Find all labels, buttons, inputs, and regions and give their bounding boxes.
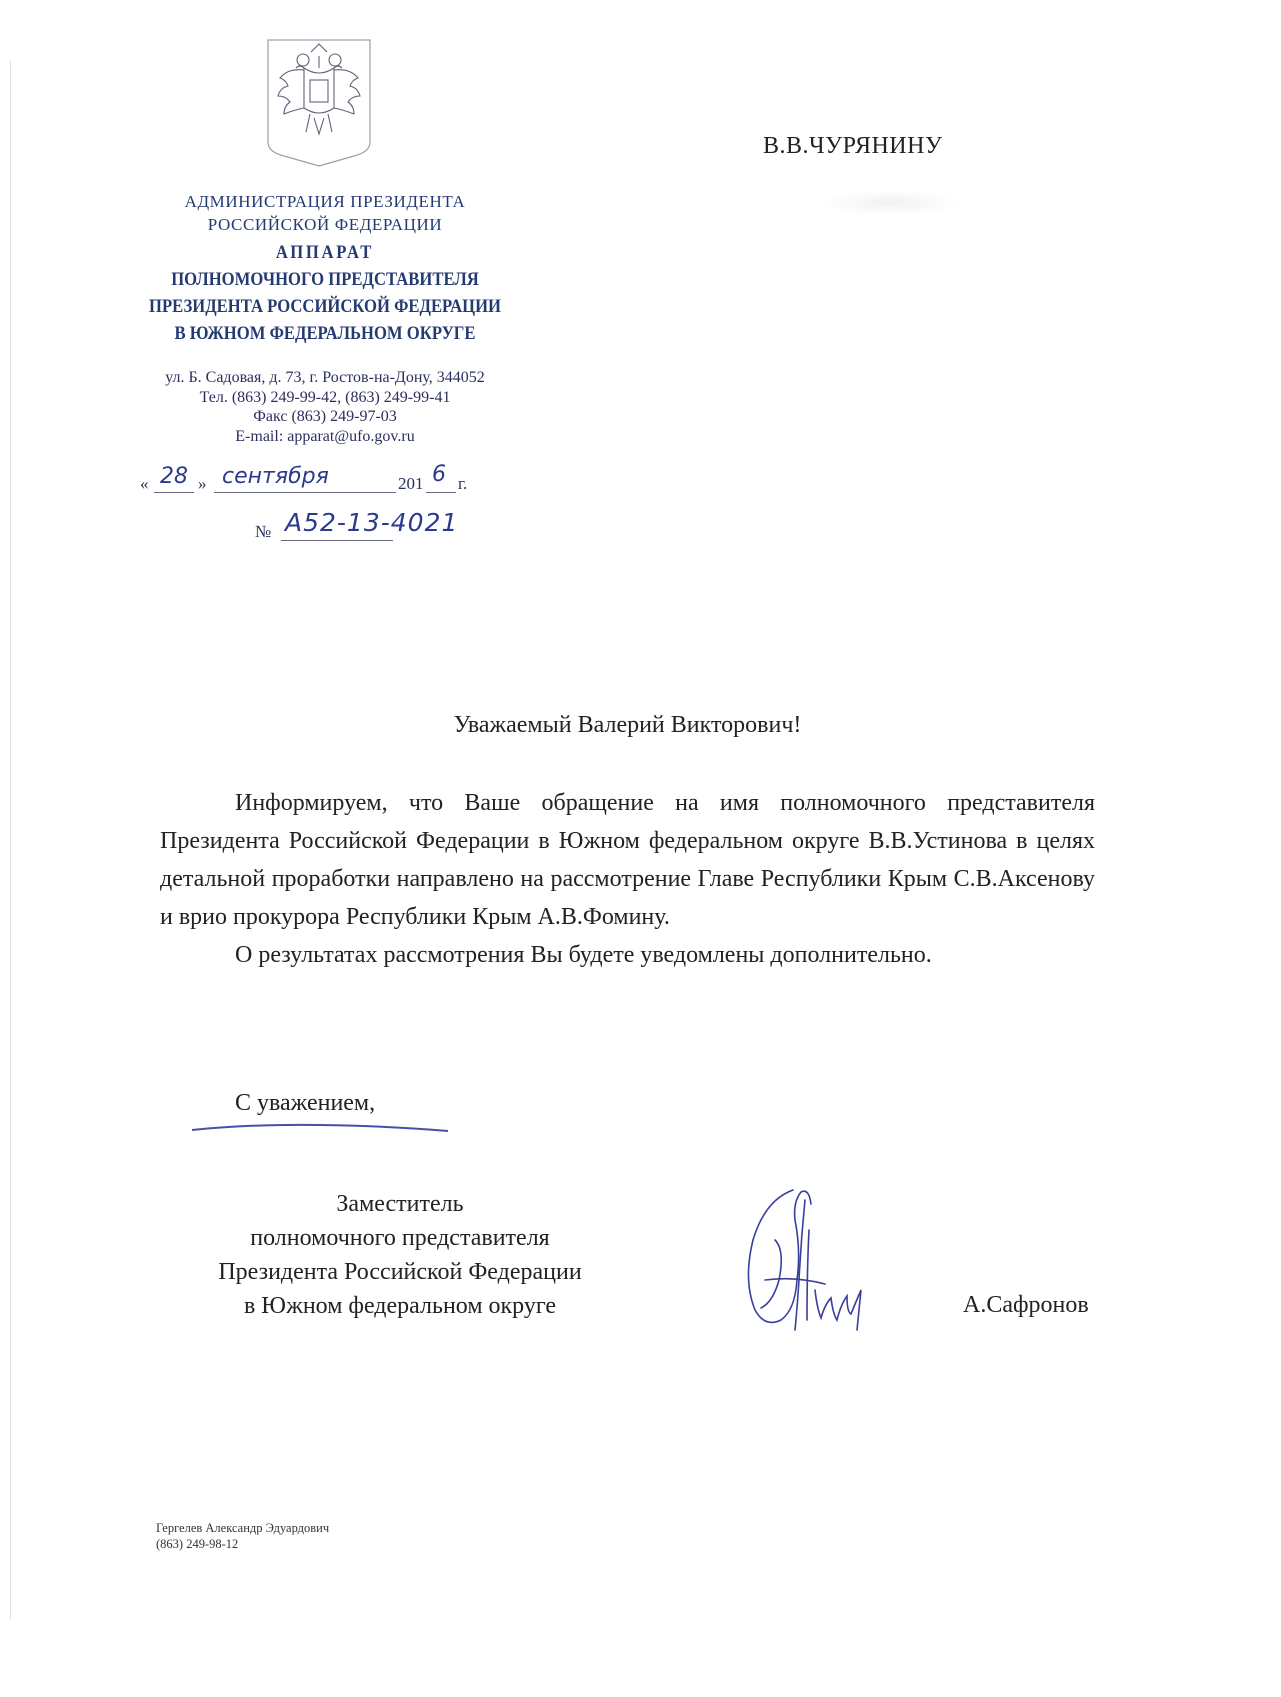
- date-year-prefix: 201: [398, 474, 424, 493]
- letterhead-email: E-mail: apparat@ufo.gov.ru: [235, 427, 415, 445]
- date-year-line: [426, 492, 456, 493]
- letterhead-org-line: АППАРАТ: [275, 243, 375, 263]
- letterhead-org-line: ПОЛНОМОЧНОГО ПРЕДСТАВИТЕЛЯ: [171, 270, 479, 290]
- russian-coat-of-arms-icon: [266, 38, 372, 168]
- letter-body: [160, 784, 1095, 974]
- letterhead-line: РОССИЙСКОЙ ФЕДЕРАЦИИ: [207, 215, 443, 234]
- letterhead-phone: Тел. (863) 249-99-42, (863) 249-99-41: [199, 388, 451, 406]
- letter-number: [255, 510, 535, 550]
- scan-edge: [10, 60, 11, 1620]
- signer-title-line: полномочного представителя: [250, 1225, 550, 1251]
- date-year-suffix: 6: [432, 462, 446, 487]
- letterhead-address: ул. Б. Садовая, д. 73, г. Ростов-на-Дону, 344052: [165, 369, 485, 386]
- letterhead-org-line: В ЮЖНОМ ФЕДЕРАЛЬНОМ ОКРУГЕ: [174, 324, 476, 344]
- signer-name: А.Сафронов: [963, 1292, 1089, 1318]
- date-open-quote: «: [140, 474, 149, 493]
- pen-underline-stroke: [190, 1118, 450, 1138]
- number-line: [281, 540, 393, 541]
- letterhead-org-line: ПРЕЗИДЕНТА РОССИЙСКОЙ ФЕДЕРАЦИИ: [149, 297, 501, 317]
- letter-date: [140, 462, 520, 500]
- signer-title-line: Президента Российской Федерации: [218, 1259, 582, 1285]
- executor-phone: (863) 249-98-12: [156, 1537, 239, 1551]
- executor-name: Гергелев Александр Эдуардович: [156, 1521, 330, 1535]
- date-year-unit: г.: [458, 474, 468, 493]
- closing-regards: С уважением,: [235, 1090, 376, 1116]
- date-day: 28: [160, 464, 188, 489]
- letterhead: [95, 190, 555, 446]
- number-value: А52-13-4021: [285, 508, 459, 537]
- salutation: Уважаемый Валерий Викторович!: [453, 712, 802, 738]
- letterhead-line: АДМИНИСТРАЦИЯ ПРЕЗИДЕНТА: [184, 192, 466, 211]
- executor-contact: [156, 1520, 329, 1552]
- date-close-quote: »: [198, 474, 207, 493]
- date-month-line: [214, 492, 396, 493]
- date-day-line: [154, 492, 194, 493]
- number-label: №: [255, 522, 272, 541]
- signer-title: [160, 1187, 640, 1323]
- redacted-area: [820, 190, 960, 216]
- signer-title-line: Заместитель: [336, 1191, 464, 1217]
- handwritten-signature: [735, 1180, 885, 1340]
- letterhead-fax: Факс (863) 249-97-03: [253, 408, 397, 425]
- addressee: В.В.ЧУРЯНИНУ: [763, 133, 943, 159]
- signer-title-line: в Южном федеральном округе: [243, 1293, 557, 1319]
- body-paragraph: Информируем, что Ваше обращение на имя полномочного представителя Президента Российской Федерации в Южном федеральном округе В.В.Устинова в целях детальной проработки направлено на рассмотрение Главе Республики Крым С.В.Аксенову и врио прокурора Республики Крым А.В.Фомину.: [160, 790, 1095, 930]
- date-month: сентября: [222, 464, 329, 489]
- body-paragraph: О результатах рассмотрения Вы будете уведомлены дополнительно.: [235, 942, 932, 968]
